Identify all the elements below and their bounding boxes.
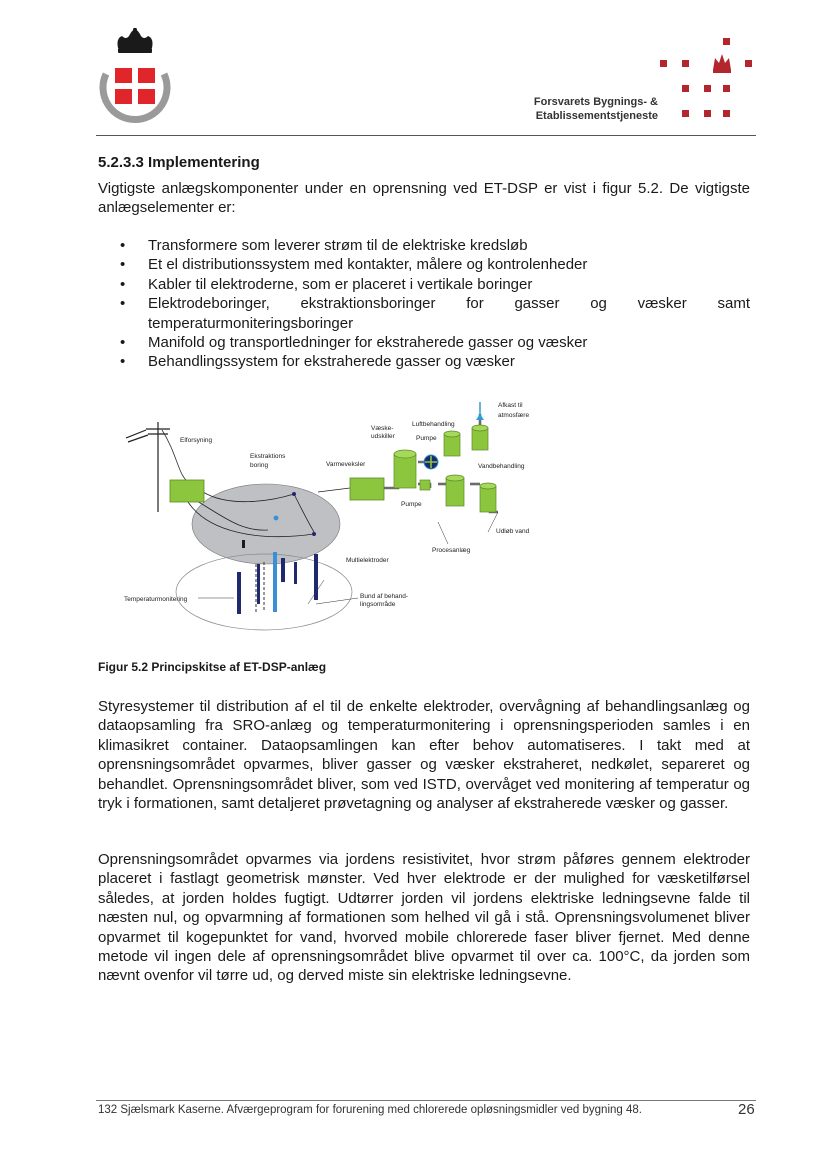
power-pole [126, 422, 170, 512]
label-pumpe-top: Pumpe [416, 435, 437, 442]
footer-text: 132 Sjælsmark Kaserne. Afværgeprogram for forurening med chlorerede opløsningsmidler ved bygning 48. [98, 1104, 642, 1116]
body-paragraph: Oprensningsområdet opvarmes via jordens resistivitet, hvor strøm påføres gennem elektroder placeret i fastlagt geometrisk mønster. Ved hver elektrode er der mulighed for væsketilførsel således, at jorden holdes fugtigt. Udtørrer jorden vil jordens elektriske ledningsevne falde til næsten nul, og opvarmning af formationen som helhed vil gå i stå. Oprensningsvolumenet bliver opvarmet til kogepunktet for vand, hvorved mobile chlorerede faser bliver fjernet. Med denne metode vil ingen dele af oprensningsområdet blive opvarmet til over ca. 100°C, da jorden som nævnt ovenfor vil tørre ud, og derved miste sin elektriske ledningsevne. [98, 851, 750, 985]
water-treatment-tanks [446, 475, 496, 512]
list-item: • Elektrodeboringer, ekstraktionsboringer for gasser og væsker samt temperaturmoniteringsboringer [120, 294, 750, 333]
label-afkast: Afkast til atmosfære [498, 402, 530, 419]
organisation-name [500, 95, 658, 123]
transformer-box [170, 480, 204, 502]
body-paragraph: Styresystemer til distribution af el til de enkelte elektroder, overvågning af behandlingsanlæg og dataopsamling fra SRO-anlæg og temperaturmonitering i oprensningsperioden samles i en klimasikret container. Dataopsamlingen kan efter behov automatiseres. I takt med at oprensningsområdet opvarmes, bliver gasser og væsker ekstraheret, nedkølet, separeret og behandlet. Oprensningsområdet bliver, som ved ISTD, overvåget ved monitering af temperatur og tryk i formationen, samt detaljeret prøvetagning og analyser af ekstraherede væsker og gasser. [98, 698, 750, 813]
pump-box [420, 480, 430, 490]
section-heading: 5.2.3.3 Implementering [98, 154, 260, 171]
label-bund: Bund af behand-lingsområde [360, 593, 409, 608]
red-cross-shield [113, 66, 157, 106]
header-divider [96, 135, 756, 136]
label-multielektroder: Multielektroder [346, 557, 389, 564]
label-vaeskeudskiller: Væske-udskiller [371, 425, 395, 440]
label-pumpe-bottom: Pumpe [401, 501, 422, 508]
label-procesanlaeg: Procesanlæg [432, 547, 471, 554]
page-number: 26 [738, 1101, 755, 1118]
separator-tank [394, 450, 416, 488]
intro-paragraph: Vigtigste anlægskomponenter under en oprensning ved ET-DSP er vist i figur 5.2. De vigtigste anlægselementer er: [98, 180, 750, 217]
label-ekstraktionsboring: Ekstraktions boring [250, 453, 286, 469]
label-elforsyning: Elforsyning [180, 437, 213, 444]
heat-exchanger-box [350, 478, 384, 500]
label-vandbehandling: Vandbehandling [478, 463, 525, 470]
air-treatment-tanks [444, 425, 488, 456]
list-item: • Transformere som leverer strøm til de elektriske kredsløb [120, 236, 750, 255]
figure-caption: Figur 5.2 Principskitse af ET-DSP-anlæg [98, 660, 327, 674]
footer-divider [96, 1100, 756, 1101]
crown-icon [118, 28, 153, 53]
label-luftbehandling: Luftbehandling [412, 421, 455, 428]
list-item: • Manifold og transportledninger for ekstraherede gasser og væsker [120, 333, 750, 352]
fbe-dot-logo [660, 30, 760, 125]
label-varmeveksler: Varmeveksler [326, 461, 366, 468]
component-list [120, 236, 750, 372]
crown-icon [713, 54, 731, 73]
label-udlob: Udløb vand [496, 528, 530, 535]
list-item: • Et el distributionssystem med kontakter, målere og kontrolenheder [120, 255, 750, 274]
list-item: • Behandlingssystem for ekstraherede gasser og væsker [120, 352, 750, 371]
et-dsp-diagram [118, 392, 578, 654]
list-item: • Kabler til elektroderne, som er placeret i vertikale boringer [120, 275, 750, 294]
label-temperaturmonitering: Temperaturmonitering [124, 596, 188, 603]
extraction-probe [273, 552, 277, 612]
org-name-line-1: Forsvarets Bygnings- & [533, 96, 658, 108]
crown-shield-logo [96, 28, 174, 126]
org-name-line-2: Etablissementstjeneste [535, 110, 658, 122]
